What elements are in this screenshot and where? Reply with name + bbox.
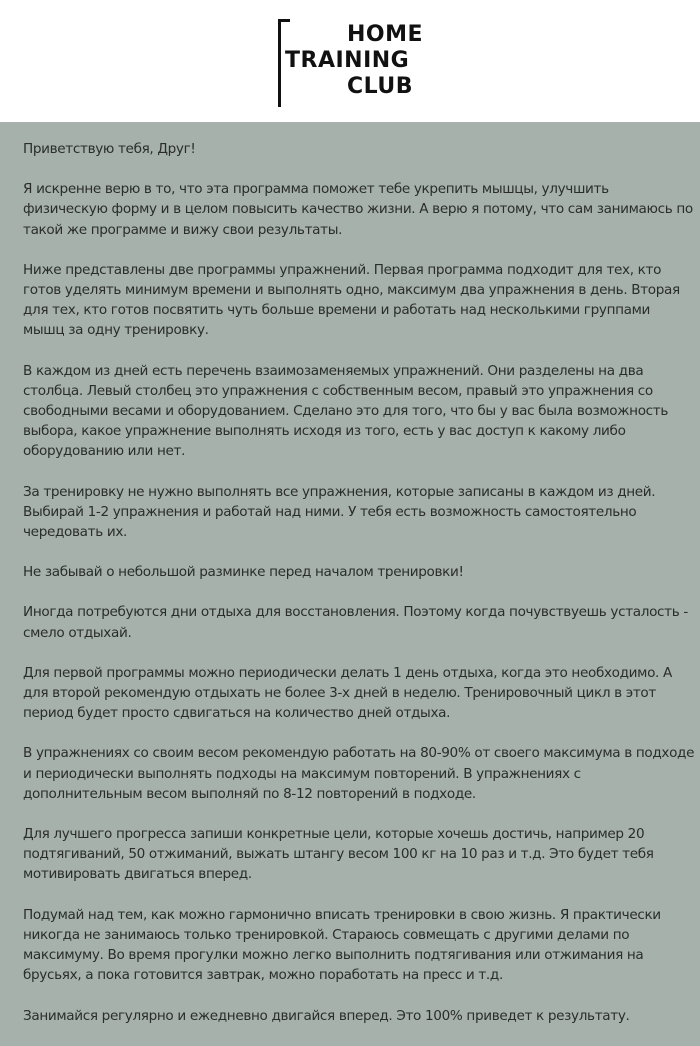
paragraph-warmup: Не забывай о небольшой разминке перед началом тренировки! xyxy=(23,564,464,581)
paragraph-choose-exercises: За тренировку не нужно выполнять все упражнения, которые записаны в каждом из дней. Выбирай 1-2 упражнения и работай над ними. У тебя есть возможность самостоятельно чередовать их. xyxy=(23,483,656,541)
paragraph-rest-days: Иногда потребуются дни отдыха для восстановления. Поэтому когда почувствуешь усталость - смело отдыхай. xyxy=(23,604,688,641)
paragraph-goals: Для лучшего прогресса запиши конкретные цели, которые хочешь достичь, например 20 подтягиваний, 50 отжиманий, выжать штангу весом 100 кг на 10 раз и т.д. Это будет тебя мотивировать двигаться вперед. xyxy=(23,826,654,883)
paragraph-two-programs: Ниже представлены две программы упражнений. Первая программа подходит для тех, кто готов уделять минимум времени и выполнять одно, максимум два упражнения в день. Вторая для тех, кто готов посвятить чуть больше времени и работать над несколькими группами мышц за одну тренировку. xyxy=(23,261,680,339)
logo-text xyxy=(284,22,430,100)
paragraph-intensity: В упражнениях со своим весом рекомендую работать на 80-90% от своего максимума в подходе и периодически выполнять подходы на максимум повторений. В упражнениях с дополнительным весом выполняй по 8-12 повторений в подходе. xyxy=(23,745,695,802)
paragraph-integrate-training: Подумай над тем, как можно гармонично вписать тренировки в свою жизнь. Я практически никогда не занимаюсь только тренировкой. Стараюсь совмещать с другими делами по максимуму. Во время прогулки можно легко выполнить подтягивания или отжимания на брусьях, а пока готовится завтрак, можно поработать на пресс и т.д. xyxy=(23,906,661,984)
page-header xyxy=(0,0,700,122)
paragraph-closing: Занимайся регулярно и ежедневно двигайся вперед. Это 100% приведет к результату. xyxy=(23,1007,630,1024)
logo-line-training: TRAINING xyxy=(285,48,410,73)
paragraph-belief: Я искренне верю в то, что эта программа поможет тебе укрепить мышцы, улучшить физическую форму и в целом повысить качество жизни. А верю я потому, что сам занимаюсь по такой же программе и вижу свои результаты. xyxy=(23,181,693,238)
paragraph-greeting: Приветствую тебя, Друг! xyxy=(23,141,196,157)
logo-line-club: CLUB xyxy=(347,74,414,99)
home-training-club-logo xyxy=(278,19,430,107)
letter-body xyxy=(23,122,695,1046)
logo-line-home: HOME xyxy=(347,22,424,47)
paragraph-rest-schedule: Для первой программы можно периодически делать 1 день отдыха, когда это необходимо. А для второй рекомендую отдыхать не более 3-х дней в неделю. Тренировочный цикл в этот период будет просто сдвигаться на количество дней отдыха. xyxy=(23,664,672,722)
paragraph-exercise-columns: В каждом из дней есть перечень взаимозаменяемых упражнений. Они разделены на два столбца. Левый столбец это упражнения с собственным весом, правый это упражнения со свободными весами и оборудованием. Сделано это для того, что бы у вас была возможность выбора, какое упражнение выполнять исходя из того, есть у вас доступ к какому либо оборудованию или нет. xyxy=(23,362,669,460)
